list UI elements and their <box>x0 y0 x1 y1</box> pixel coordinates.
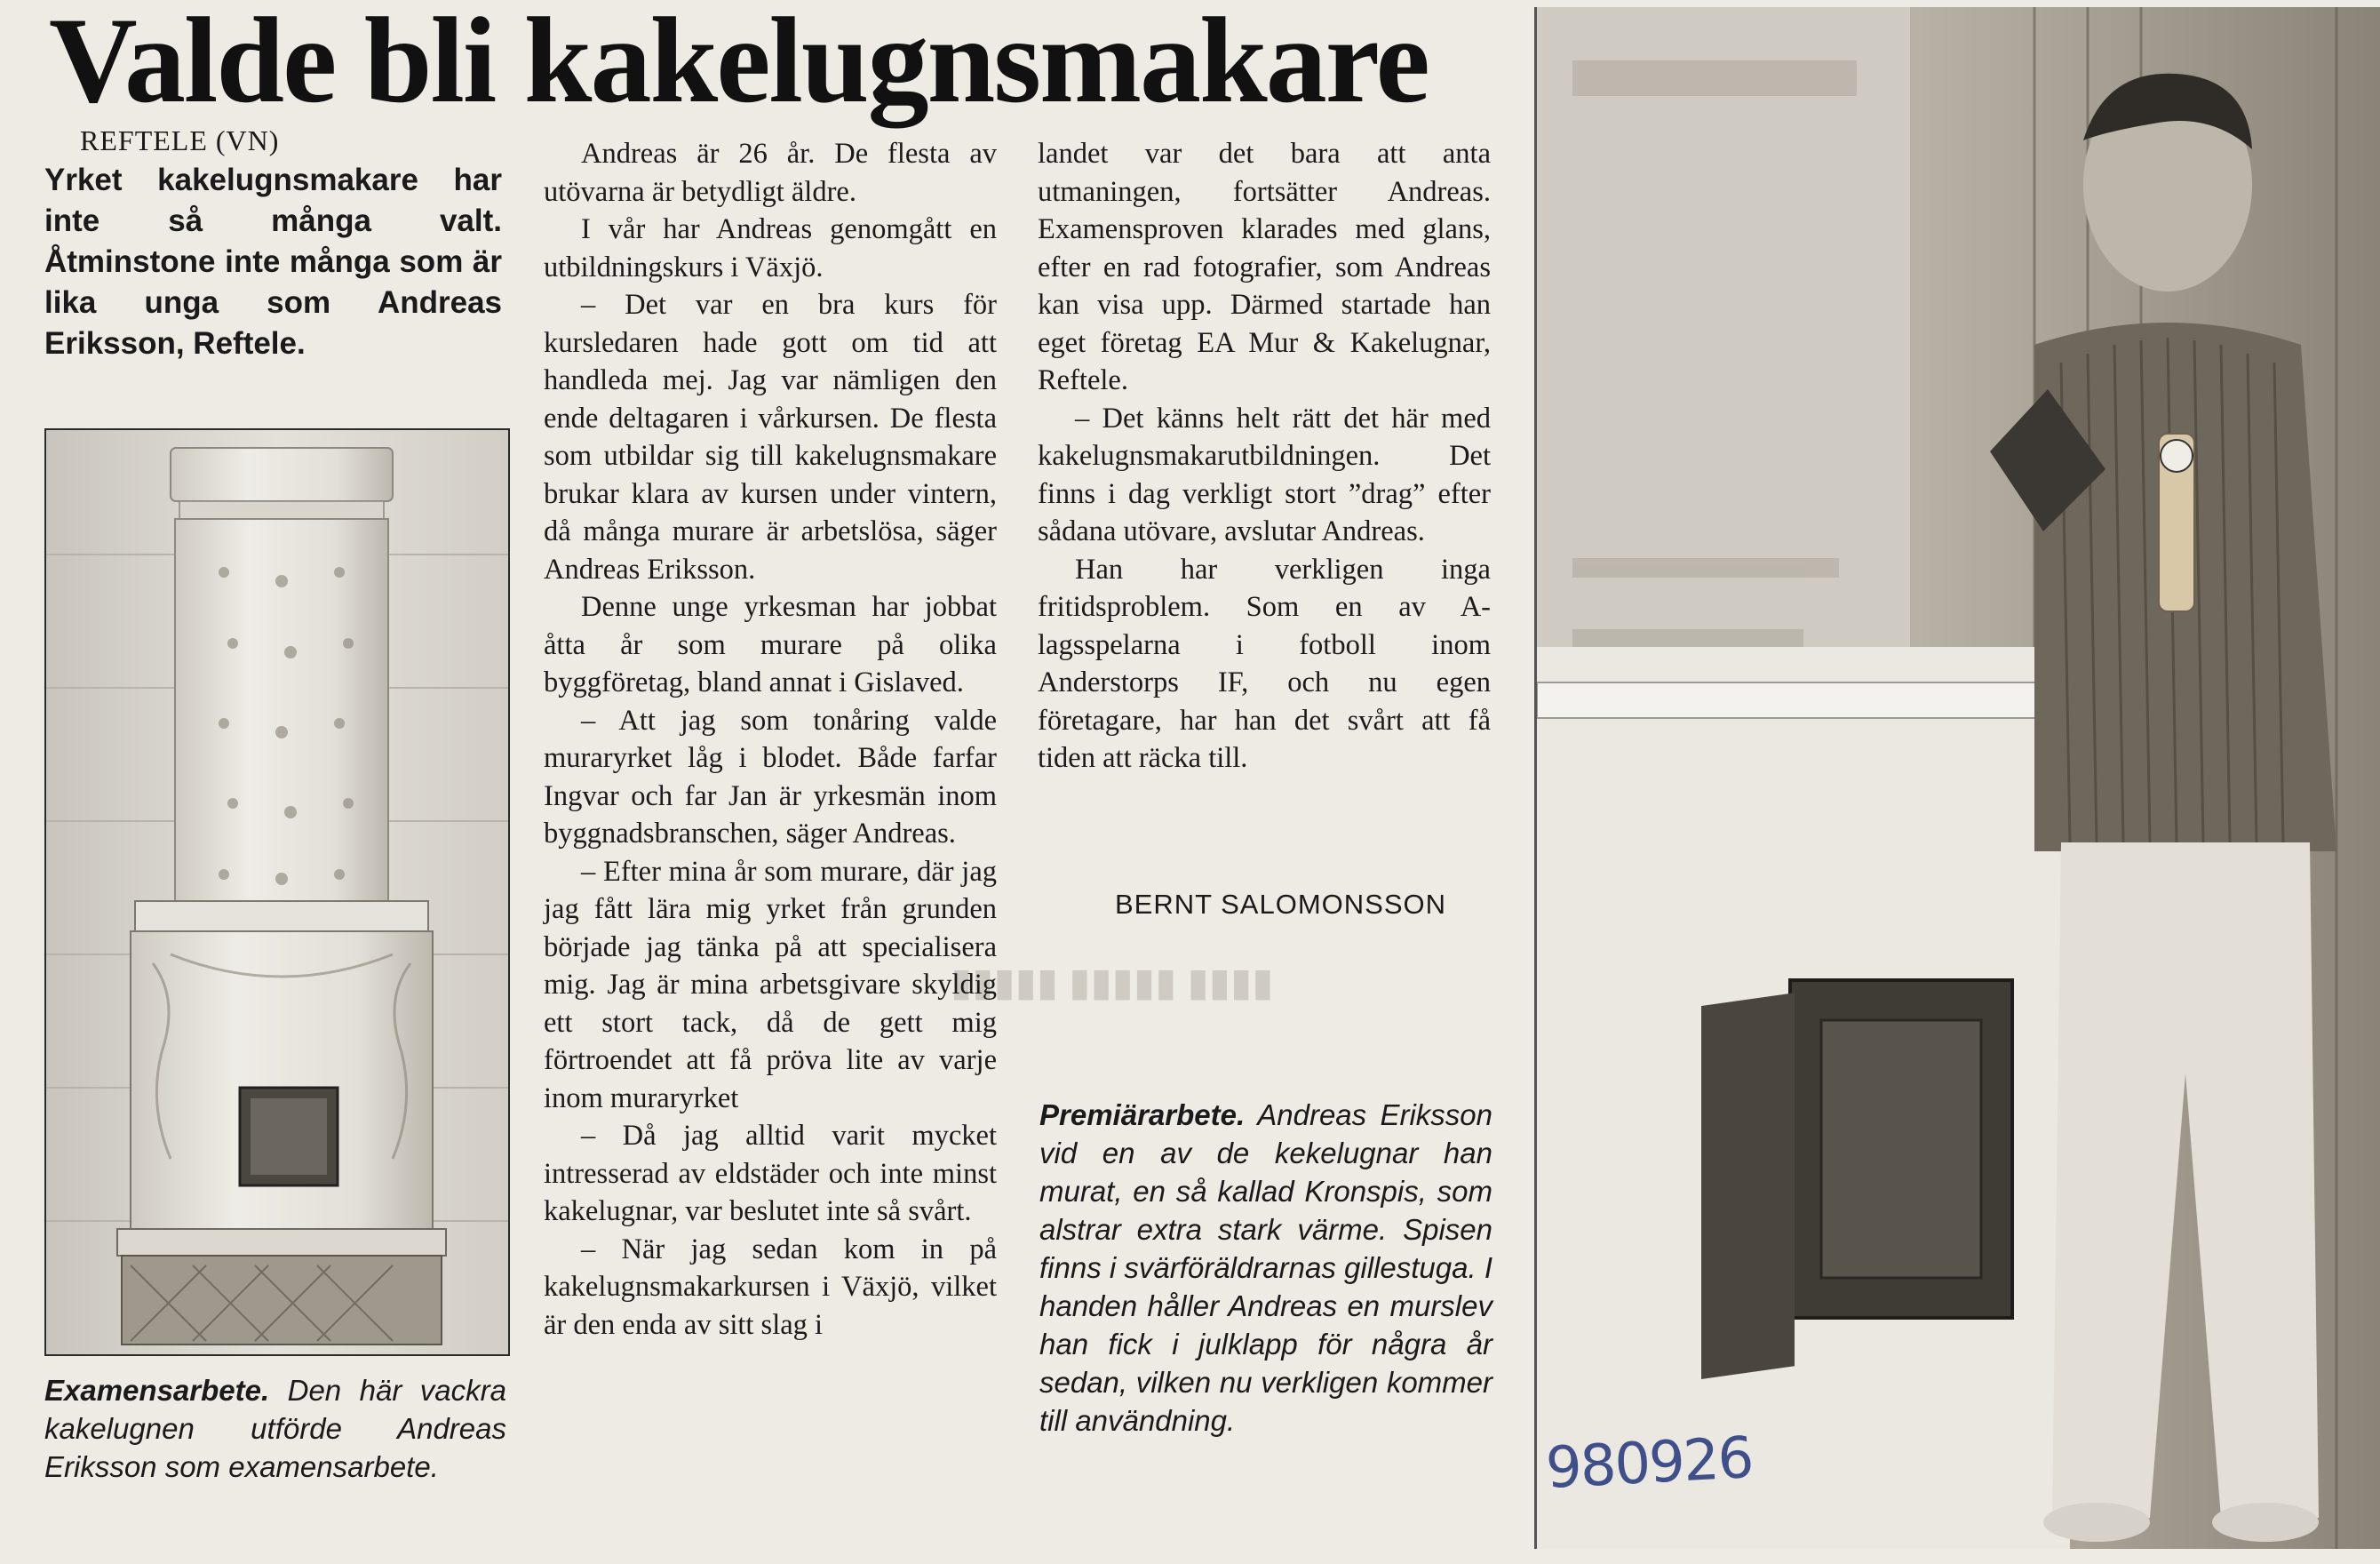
paragraph: landet var det bara att anta utmaningen, fortsätter Andreas. Examensproven klarades med glans, efter en rad fotografier, som Andreas kan visa upp. Därmed startade han eget företag EA Mur & Kakelugnar, Reftele. <box>1038 138 1491 396</box>
caption-left <box>44 1371 506 1486</box>
caption-right-lead: Premiärarbete. <box>1039 1098 1246 1131</box>
paragraph: – Efter mina år som murare, där jag jag fått lära mig yrket från grunden började jag tänka på att specialisera mig. Jag är mina arbetsgivare skyldig ett stort tack, då de gett mig förtroendet att få pröva lite av varje inom muraryrket <box>544 855 997 1114</box>
paragraph: Andreas är 26 år. De flesta av utövarna är betydligt äldre. <box>544 138 997 208</box>
paragraph: Denne unge yrkesman har jobbat åtta år som murare på olika byggföretag, bland annat i Gislaved. <box>544 591 997 698</box>
tiled-stove-photo <box>44 428 510 1356</box>
handwritten-date: 980926 <box>1544 1424 1755 1503</box>
article-column-2 <box>544 135 997 1344</box>
dateline: REFTELE (VN) <box>80 124 280 156</box>
paragraph: – Det var en bra kurs för kursledaren hade gott om tid att handleda mej. Jag var nämligen den ende deltagaren i vårkursen. De flesta som utbildar sig till kakelugnsmakare brukar klara av kursen under vintern, då många murare är arbetslösa, säger Andreas Eriksson. <box>544 289 997 586</box>
paragraph: – Att jag som tonåring valde muraryrket låg i blodet. Både farfar Ingvar och far Jan är yrkesmän inom byggnadsbranschen, säger Andreas. <box>544 704 997 850</box>
tiled-stove-illustration <box>46 430 508 1354</box>
paragraph: – När jag sedan kom in på kakelugnsmakarkursen i Växjö, vilket är den enda av sitt slag i <box>544 1233 997 1341</box>
portrait-photo <box>1534 7 2380 1549</box>
paragraph: I vår har Andreas genomgått en utbildningskurs i Växjö. <box>544 213 997 283</box>
caption-left-lead: Examensarbete. <box>44 1374 270 1407</box>
headline: Valde bli kakelugnsmakare <box>49 0 1429 128</box>
caption-left-text: Den här vackra kakelugnen utförde Andreas Eriksson som examensarbete. <box>44 1374 507 1483</box>
byline: BERNT SALOMONSSON <box>1115 889 1447 920</box>
caption-right-text: Andreas Eriksson vid en av de kekelugnar han murat, en så kallad Kronspis, som alstrar extra stark värme. Spisen finns i svärföräldrarnas gillestuga. I handen håller Andreas en murslev han fick i julklapp för några år sedan, vilken nu verkligen kommer till användning. <box>1039 1098 1492 1437</box>
ingress: Yrket kakelugnsmakare har inte så många valt. Åtminstone inte många som är lika unga som Andreas Eriksson, Reftele. <box>44 163 502 361</box>
paragraph: – Det känns helt rätt det här med kakelugnsmakarutbildningen. Det finns i dag verkligt stort ”drag” efter sådana utövare, avslutar Andreas. <box>1038 402 1491 547</box>
article-column-3 <box>1038 135 1491 778</box>
portrait-illustration <box>1537 7 2380 1549</box>
paragraph: – Då jag alltid varit mycket intresserad av eldstäder och inte minst kakelugnar, var beslutet inte så svårt. <box>544 1120 997 1227</box>
bleed-through-decoration: ▮▮▮▮ ▮▮▮▮▮ ▮▮▮▮▮ <box>951 961 1274 1004</box>
paragraph: Han har verkligen inga fritidsproblem. Som en av A-lagsspelarna i fotboll inom Anderstorps IF, och nu egen företagare, har han det svårt att få tiden att räcka till. <box>1038 553 1491 774</box>
caption-right <box>1039 1096 1492 1440</box>
